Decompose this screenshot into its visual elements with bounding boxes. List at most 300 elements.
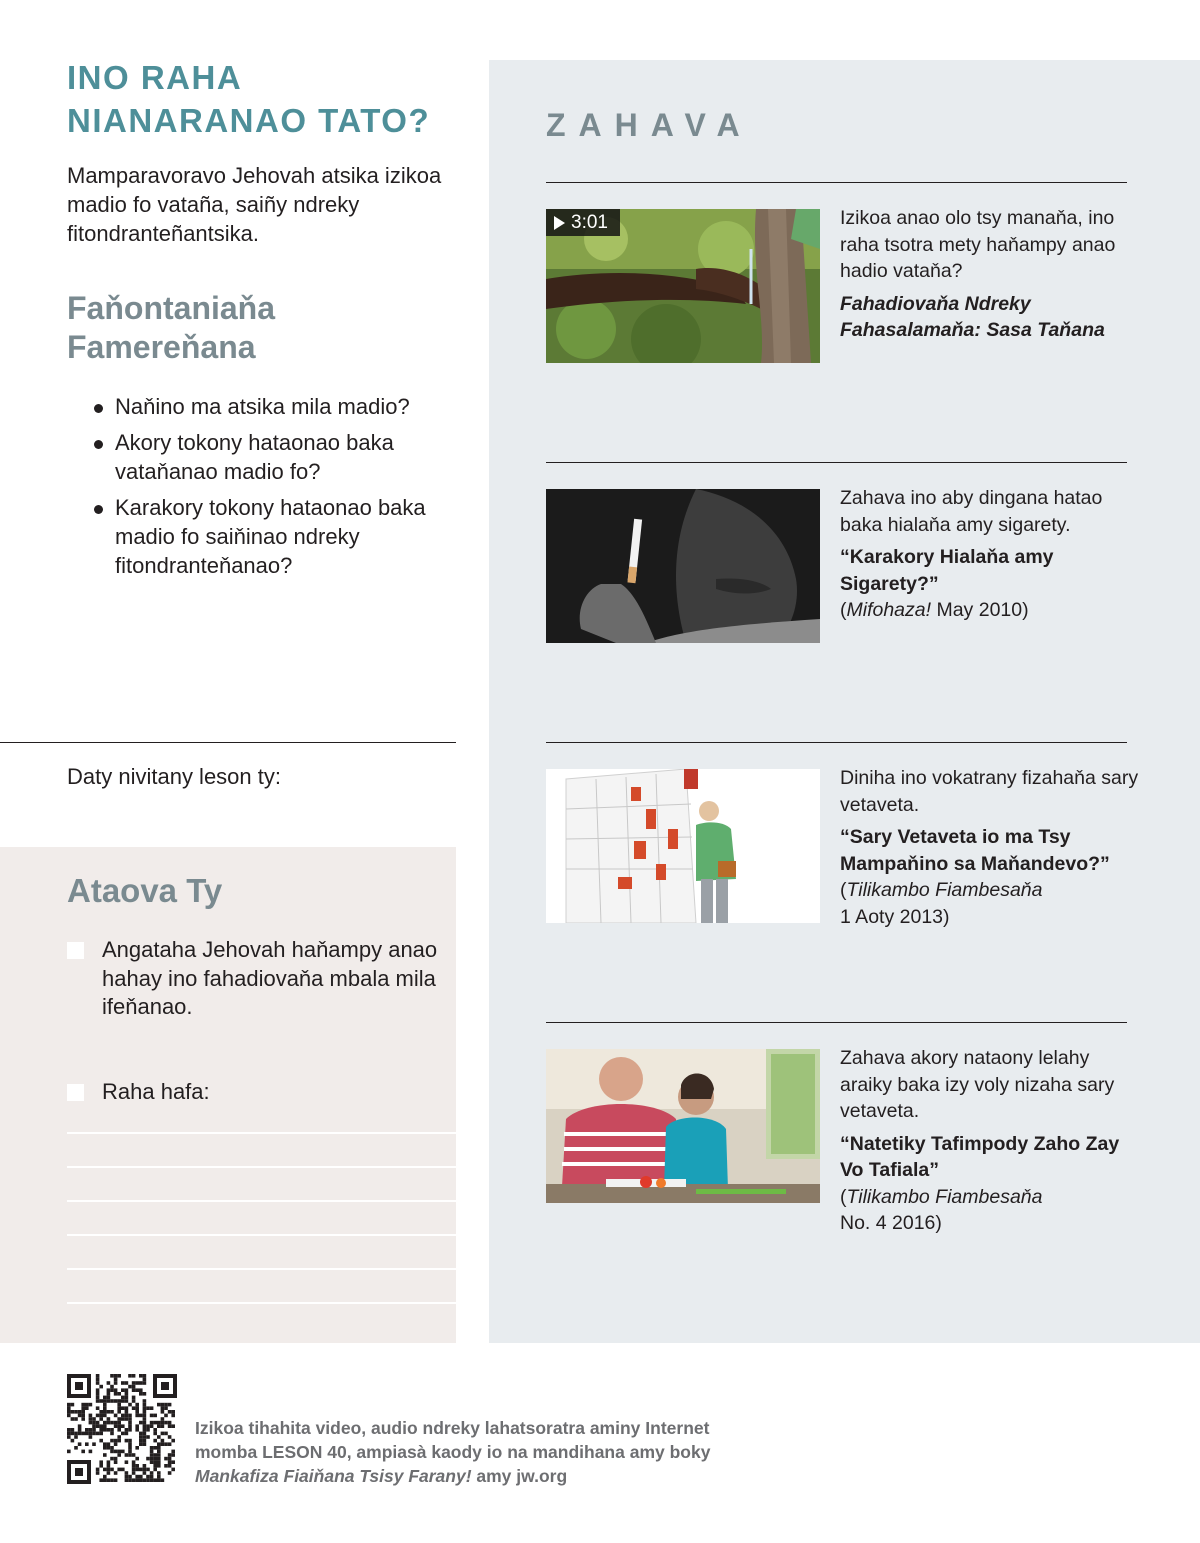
qr-module	[157, 1464, 161, 1468]
qr-module	[92, 1442, 96, 1446]
video-duration-badge[interactable]	[546, 209, 620, 236]
qr-module	[135, 1410, 139, 1414]
qr-module	[143, 1432, 147, 1436]
qr-module	[114, 1378, 118, 1382]
qr-module	[139, 1432, 143, 1436]
qr-module	[168, 1460, 172, 1464]
qr-module	[96, 1388, 100, 1392]
qr-module	[96, 1414, 100, 1418]
qr-module	[117, 1417, 121, 1421]
qr-module	[103, 1424, 107, 1428]
review-question: Karakory tokony hataonao baka madio fo saiňinao ndreky fitondranteňanao?	[92, 493, 452, 580]
qr-module	[128, 1424, 132, 1428]
qr-module	[132, 1471, 136, 1475]
qr-module	[96, 1471, 100, 1475]
qr-module	[125, 1478, 129, 1482]
qr-module	[125, 1428, 129, 1432]
qr-module	[161, 1403, 165, 1407]
qr-module	[139, 1392, 143, 1396]
qr-module	[85, 1442, 89, 1446]
review-question: Akory tokony hataonao baka vataňanao madio fo?	[92, 428, 452, 486]
qr-module	[143, 1378, 147, 1382]
action-item-text: Raha hafa:	[102, 1079, 210, 1104]
qr-module	[132, 1388, 136, 1392]
qr-module	[143, 1468, 147, 1472]
qr-module	[99, 1414, 103, 1418]
qr-module	[74, 1435, 78, 1439]
action-panel-title: Ataova Ty	[67, 872, 223, 909]
qr-module	[114, 1421, 118, 1425]
qr-module	[143, 1403, 147, 1407]
footer-book-title: Mankafiza Fiaiňana Tsisy Farany!	[195, 1466, 472, 1486]
explore-title: ZAHAVA	[546, 107, 753, 143]
qr-module	[132, 1406, 136, 1410]
writing-line	[67, 1268, 456, 1270]
qr-module	[146, 1406, 150, 1410]
qr-module	[117, 1428, 121, 1432]
qr-module	[99, 1464, 103, 1468]
qr-module	[121, 1424, 125, 1428]
qr-module	[150, 1424, 154, 1428]
qr-module	[96, 1392, 100, 1396]
qr-module	[132, 1478, 136, 1482]
qr-module	[114, 1392, 118, 1396]
qr-module	[150, 1450, 154, 1454]
qr-module	[67, 1403, 71, 1407]
qr-module	[99, 1417, 103, 1421]
qr-module	[114, 1460, 118, 1464]
qr-module	[103, 1396, 107, 1400]
qr-module	[81, 1417, 85, 1421]
source-publication: Tilikambo Fiambesaňa	[846, 879, 1043, 901]
qr-module	[125, 1417, 129, 1421]
qr-module	[161, 1421, 165, 1425]
qr-module	[125, 1406, 129, 1410]
action-item[interactable]	[67, 1078, 447, 1107]
qr-module	[146, 1475, 150, 1479]
writing-line	[67, 1200, 456, 1202]
qr-module	[168, 1464, 172, 1468]
qr-module	[99, 1385, 103, 1389]
qr-module	[96, 1374, 100, 1378]
qr-module	[157, 1460, 161, 1464]
qr-module	[96, 1406, 100, 1410]
intro-text: Mamparavoravo Jehovah atsika izikoa madio fo vataña, saiñy ndreky fitondranteñantsika.	[67, 163, 442, 246]
checkbox-square[interactable]	[67, 1084, 84, 1101]
qr-module	[67, 1406, 71, 1410]
video-thumbnail-handwashing[interactable]	[546, 209, 820, 363]
qr-module	[128, 1428, 132, 1432]
qr-module	[96, 1468, 100, 1472]
footer-line-3	[195, 1464, 795, 1488]
divider	[0, 742, 456, 743]
qr-module	[125, 1381, 129, 1385]
qr-module	[96, 1432, 100, 1436]
qr-module	[164, 1442, 168, 1446]
qr-module	[125, 1399, 129, 1403]
qr-module	[128, 1439, 132, 1443]
action-item[interactable]	[67, 936, 447, 1022]
qr-module	[157, 1446, 161, 1450]
qr-module	[168, 1457, 172, 1461]
qr-module	[157, 1424, 161, 1428]
qr-module	[96, 1381, 100, 1385]
qr-module	[117, 1374, 121, 1378]
qr-module	[103, 1421, 107, 1425]
qr-module	[110, 1446, 114, 1450]
qr-module	[103, 1406, 107, 1410]
qr-module	[99, 1424, 103, 1428]
qr-module	[67, 1450, 71, 1454]
review-question: Naňino ma atsika mila madio?	[92, 392, 452, 421]
qr-module	[132, 1374, 136, 1378]
qr-module	[168, 1410, 172, 1414]
entry-source: (Mifohaza! May 2010)	[840, 599, 1029, 621]
entry-title-link[interactable]: Fahadiovaňa Ndreky Fahasalamaňa: Sasa Taňana	[840, 292, 1105, 341]
review-questions-heading-line-2: Famereňana	[67, 329, 256, 365]
qr-module	[125, 1410, 129, 1414]
qr-module	[71, 1417, 75, 1421]
qr-module	[146, 1435, 150, 1439]
qr-module	[135, 1406, 139, 1410]
qr-module	[128, 1374, 132, 1378]
footer-site: amy jw.org	[471, 1466, 568, 1486]
qr-module	[121, 1414, 125, 1418]
qr-module	[157, 1475, 161, 1479]
qr-module	[96, 1424, 100, 1428]
qr-module	[67, 1432, 71, 1436]
explore-entry	[840, 485, 1140, 624]
qr-module	[107, 1471, 111, 1475]
qr-module	[114, 1471, 118, 1475]
qr-module	[81, 1450, 85, 1454]
entry-description: Diniha ino vokatrany fizahaňa sary vetaveta.	[840, 767, 1139, 816]
qr-module	[143, 1399, 147, 1403]
qr-module	[128, 1478, 132, 1482]
qr-module	[153, 1468, 157, 1472]
qr-module	[135, 1457, 139, 1461]
cigarette-image	[546, 489, 820, 643]
qr-module	[89, 1435, 93, 1439]
qr-module	[92, 1432, 96, 1436]
qr-module	[78, 1442, 82, 1446]
qr-module	[171, 1460, 175, 1464]
entry-title-link[interactable]: “Karakory Hialaňa amy Sigarety?”	[840, 546, 1054, 595]
qr-module	[121, 1450, 125, 1454]
qr-module	[139, 1478, 143, 1482]
qr-module	[161, 1432, 165, 1436]
qr-module	[132, 1385, 136, 1389]
qr-module	[71, 1439, 75, 1443]
qr-module	[107, 1446, 111, 1450]
qr-module	[117, 1410, 121, 1414]
qr-module	[114, 1457, 118, 1461]
qr-module	[110, 1432, 114, 1436]
qr-module	[168, 1403, 172, 1407]
qr-module	[114, 1381, 118, 1385]
date-completed-label: Daty nivitany leson ty:	[67, 764, 281, 789]
qr-module	[107, 1392, 111, 1396]
review-questions-list	[92, 392, 452, 587]
qr-module	[92, 1421, 96, 1425]
qr-module	[164, 1421, 168, 1425]
qr-module	[99, 1428, 103, 1432]
qr-module	[135, 1446, 139, 1450]
qr-module	[139, 1435, 143, 1439]
qr-module	[89, 1432, 93, 1436]
qr-module	[168, 1471, 172, 1475]
qr-module	[128, 1442, 132, 1446]
qr-module	[125, 1439, 129, 1443]
source-date: No. 4 2016)	[840, 1212, 942, 1234]
qr-module	[150, 1453, 154, 1457]
qr-module	[114, 1442, 118, 1446]
qr-module	[125, 1392, 129, 1396]
qr-module	[164, 1406, 168, 1410]
qr-module	[153, 1464, 157, 1468]
article-thumbnail-couple-kitchen[interactable]	[546, 1049, 820, 1203]
entry-description: Zahava akory nataony lelahy araiky baka izy voly nizaha sary vetaveta.	[840, 1047, 1115, 1122]
qr-module	[153, 1460, 157, 1464]
qr-module	[78, 1414, 82, 1418]
qr-module	[74, 1432, 78, 1436]
qr-module	[161, 1442, 165, 1446]
qr-module	[139, 1421, 143, 1425]
explore-entry	[840, 205, 1140, 344]
qr-module	[99, 1399, 103, 1403]
entry-description: Izikoa anao olo tsy manaňa, ino raha tsotra mety haňampy anao hadio vataňa?	[840, 207, 1116, 282]
qr-module	[78, 1428, 82, 1432]
qr-module	[71, 1410, 75, 1414]
qr-module	[171, 1453, 175, 1457]
divider	[546, 1022, 1127, 1023]
qr-module	[92, 1428, 96, 1432]
qr-module	[164, 1464, 168, 1468]
qr-module	[103, 1442, 107, 1446]
qr-module	[71, 1403, 75, 1407]
qr-module	[117, 1421, 121, 1425]
qr-module	[171, 1468, 175, 1472]
qr-module	[128, 1475, 132, 1479]
divider	[546, 742, 1127, 743]
qr-module	[81, 1406, 85, 1410]
qr-module	[150, 1460, 154, 1464]
review-questions-heading-line-1: Faňontaniaňa	[67, 290, 276, 326]
qr-module	[150, 1446, 154, 1450]
qr-module	[139, 1442, 143, 1446]
article-thumbnail-pornography[interactable]	[546, 769, 820, 923]
action-item-text: Angataha Jehovah haňampy anao hahay ino fahadiovaňa mbala mila ifeňanao.	[102, 937, 438, 1019]
qr-module	[92, 1424, 96, 1428]
qr-module	[67, 1428, 71, 1432]
qr-module	[128, 1403, 132, 1407]
qr-module	[139, 1468, 143, 1472]
qr-module	[132, 1468, 136, 1472]
explore-entry	[840, 1045, 1140, 1237]
qr-module	[164, 1414, 168, 1418]
qr-module	[125, 1396, 129, 1400]
qr-module	[117, 1399, 121, 1403]
source-date: 1 Aoty 2013)	[840, 905, 950, 928]
qr-module	[125, 1414, 129, 1418]
footer-line-2: momba LESON 40, ampiasà kaody io na mandihana amy boky	[195, 1442, 711, 1462]
qr-module	[150, 1475, 154, 1479]
qr-module	[150, 1421, 154, 1425]
qr-module	[96, 1399, 100, 1403]
writing-line	[67, 1302, 456, 1304]
qr-module	[107, 1381, 111, 1385]
qr-module	[74, 1417, 78, 1421]
qr-module	[143, 1406, 147, 1410]
play-icon[interactable]	[554, 216, 565, 230]
qr-module	[121, 1381, 125, 1385]
qr-module	[125, 1453, 129, 1457]
qr-module	[107, 1399, 111, 1403]
qr-module	[107, 1410, 111, 1414]
qr-module	[139, 1414, 143, 1418]
qr-module	[153, 1457, 157, 1461]
qr-module	[161, 1406, 165, 1410]
qr-module	[143, 1435, 147, 1439]
entry-title-link[interactable]: “Sary Vetaveta io ma Tsy Mampaňino sa Maňandevo?”	[840, 826, 1110, 875]
qr-module	[117, 1468, 121, 1472]
qr-module	[103, 1410, 107, 1414]
qr-module	[153, 1478, 157, 1482]
qr-module	[164, 1457, 168, 1461]
qr-module	[103, 1468, 107, 1472]
qr-module	[107, 1428, 111, 1432]
qr-module	[168, 1424, 172, 1428]
qr-module	[150, 1414, 154, 1418]
qr-module	[125, 1460, 129, 1464]
qr-code[interactable]	[67, 1374, 177, 1484]
qr-module	[132, 1464, 136, 1468]
qr-module	[135, 1475, 139, 1479]
qr-module	[139, 1374, 143, 1378]
qr-module	[114, 1374, 118, 1378]
qr-module	[164, 1432, 168, 1436]
qr-module	[110, 1410, 114, 1414]
qr-module	[139, 1439, 143, 1443]
qr-module	[85, 1403, 89, 1407]
qr-module	[143, 1428, 147, 1432]
qr-module	[168, 1421, 172, 1425]
qr-module	[114, 1439, 118, 1443]
qr-module	[114, 1399, 118, 1403]
qr-module	[107, 1464, 111, 1468]
qr-module	[110, 1428, 114, 1432]
qr-module	[153, 1439, 157, 1443]
qr-module	[117, 1453, 121, 1457]
qr-module	[96, 1421, 100, 1425]
qr-module	[171, 1424, 175, 1428]
qr-module	[107, 1478, 111, 1482]
qr-module	[143, 1410, 147, 1414]
qr-module	[107, 1388, 111, 1392]
qr-module	[114, 1388, 118, 1392]
qr-module	[143, 1424, 147, 1428]
qr-module	[143, 1471, 147, 1475]
qr-module	[103, 1399, 107, 1403]
qr-module	[117, 1424, 121, 1428]
qr-module	[110, 1439, 114, 1443]
qr-module	[81, 1403, 85, 1407]
qr-module	[107, 1417, 111, 1421]
qr-module	[121, 1396, 125, 1400]
qr-module	[143, 1381, 147, 1385]
qr-module	[121, 1432, 125, 1436]
qr-module	[132, 1399, 136, 1403]
qr-module	[128, 1421, 132, 1425]
qr-module	[164, 1403, 168, 1407]
qr-module	[171, 1410, 175, 1414]
qr-module	[107, 1396, 111, 1400]
qr-module	[153, 1453, 157, 1457]
qr-module	[146, 1428, 150, 1432]
footer-text	[195, 1416, 795, 1488]
qr-module	[114, 1478, 118, 1482]
qr-module	[99, 1460, 103, 1464]
qr-module	[121, 1468, 125, 1472]
qr-module	[161, 1478, 165, 1482]
source-date: May 2010)	[931, 599, 1029, 621]
qr-module	[135, 1464, 139, 1468]
page-title-line-2: NIANARANAO TATO?	[67, 102, 431, 139]
video-duration: 3:01	[571, 212, 608, 233]
illustration-image	[546, 769, 820, 923]
qr-module	[128, 1446, 132, 1450]
qr-module	[135, 1478, 139, 1482]
qr-module	[117, 1392, 121, 1396]
qr-module	[171, 1439, 175, 1443]
qr-module	[135, 1381, 139, 1385]
qr-module	[146, 1457, 150, 1461]
qr-module	[150, 1406, 154, 1410]
qr-module	[157, 1450, 161, 1454]
article-thumbnail-cigarette[interactable]	[546, 489, 820, 643]
qr-module	[99, 1439, 103, 1443]
qr-module	[85, 1406, 89, 1410]
qr-module	[135, 1388, 139, 1392]
qr-module	[157, 1471, 161, 1475]
qr-module	[143, 1478, 147, 1482]
qr-module	[135, 1403, 139, 1407]
qr-module	[103, 1403, 107, 1407]
review-questions-heading	[67, 289, 447, 367]
qr-module	[121, 1406, 125, 1410]
qr-module	[99, 1478, 103, 1482]
qr-module	[157, 1421, 161, 1425]
qr-module	[125, 1475, 129, 1479]
explore-entry	[840, 765, 1140, 930]
qr-module	[114, 1424, 118, 1428]
entry-title-link[interactable]: “Natetiky Tafimpody Zaho Zay Vo Tafiala”	[840, 1132, 1120, 1181]
qr-module	[168, 1442, 172, 1446]
qr-module	[153, 1414, 157, 1418]
qr-module	[125, 1432, 129, 1436]
qr-module	[99, 1410, 103, 1414]
qr-module	[132, 1396, 136, 1400]
checkbox-square[interactable]	[67, 942, 84, 959]
writing-line	[67, 1234, 456, 1236]
qr-module	[67, 1414, 71, 1418]
qr-module	[143, 1421, 147, 1425]
entry-description: Zahava ino aby dingana hatao baka hialaňa amy sigarety.	[840, 487, 1103, 536]
entry-source: (Tilikambo Fiambesaňa 1 Aoty 2013)	[840, 879, 1043, 928]
qr-module	[125, 1471, 129, 1475]
qr-module	[117, 1435, 121, 1439]
qr-module	[103, 1446, 107, 1450]
